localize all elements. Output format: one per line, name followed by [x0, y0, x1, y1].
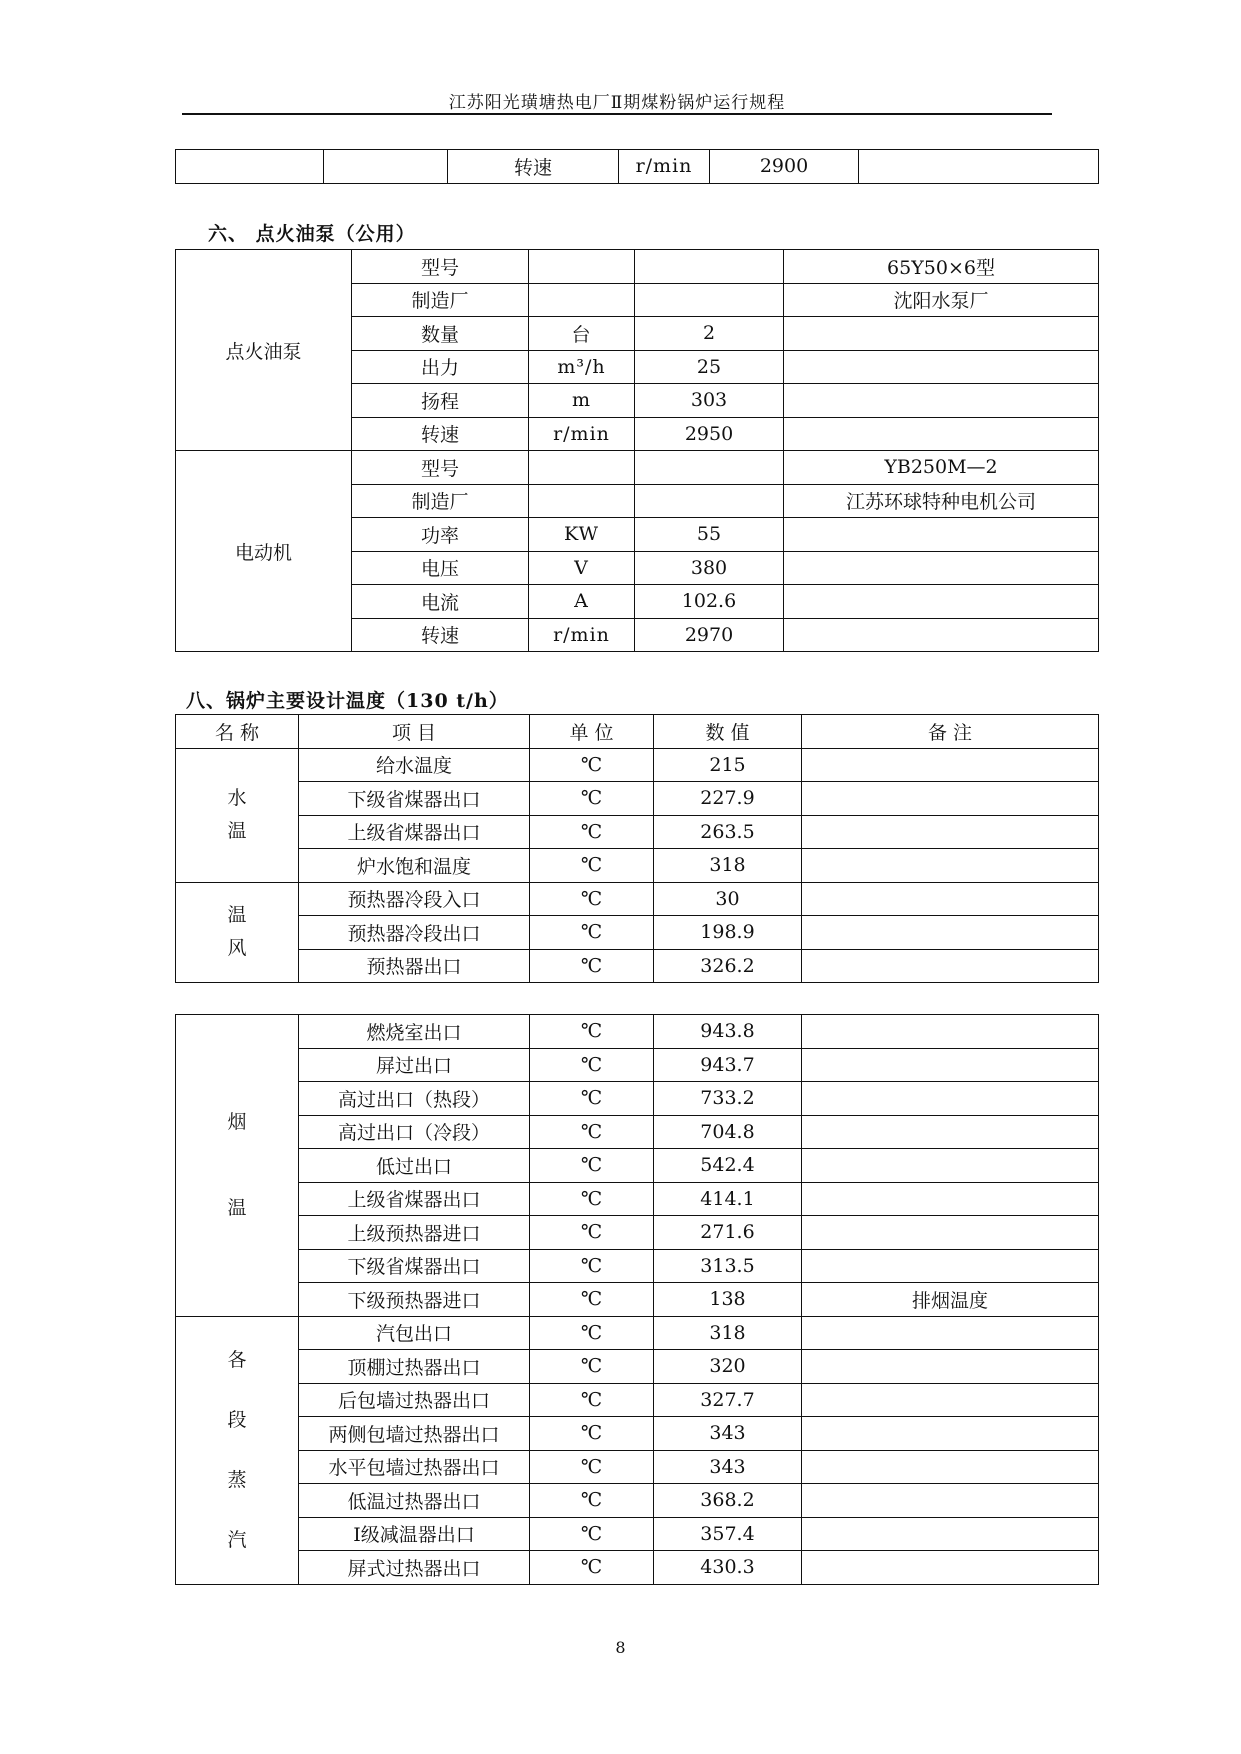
cell: 出力: [352, 350, 529, 384]
cell: ℃: [530, 1450, 654, 1484]
cell: 943.7: [654, 1048, 802, 1082]
cell: 263.5: [654, 815, 802, 849]
cell: [784, 518, 1099, 552]
cell: [802, 882, 1099, 916]
cell: [802, 949, 1099, 983]
cell: [635, 451, 784, 485]
table-header-row: [176, 715, 1099, 749]
cell: ℃: [530, 1383, 654, 1417]
cell: KW: [529, 518, 635, 552]
cell: 下级省煤器出口: [299, 782, 530, 816]
table-row: [176, 1551, 1099, 1585]
group-name-char: 温: [227, 820, 247, 842]
cell: [802, 1417, 1099, 1451]
cell: [784, 384, 1099, 418]
cell: [802, 849, 1099, 883]
cell: 预热器出口: [299, 949, 530, 983]
cell: ℃: [530, 849, 654, 883]
table-row: [176, 1350, 1099, 1384]
cell: [802, 916, 1099, 950]
cell: 上级预热器进口: [299, 1216, 530, 1250]
cell: [635, 283, 784, 317]
cell: [802, 1048, 1099, 1082]
cell: [859, 150, 1099, 184]
cell: ℃: [530, 1082, 654, 1116]
table-row: [176, 782, 1099, 816]
cell: ℃: [530, 1551, 654, 1585]
cell: r/min: [619, 150, 710, 184]
continuation-table: [175, 149, 1099, 184]
table-row: [176, 1115, 1099, 1149]
column-header: 单 位: [530, 715, 654, 749]
table-row: [176, 1082, 1099, 1116]
cell: 汽包出口: [299, 1316, 530, 1350]
cell: 313.5: [654, 1249, 802, 1283]
group-name-char: 温: [227, 904, 247, 927]
section-title-boiler-design-temperature: 八、锅炉主要设计温度（130 t/h）: [186, 690, 509, 712]
cell: [802, 1115, 1099, 1149]
cell: 转速: [448, 150, 619, 184]
group-name-char: 水: [227, 787, 247, 809]
cell: 320: [654, 1350, 802, 1384]
cell: 台: [529, 317, 635, 351]
cell: [635, 250, 784, 284]
cell: 给水温度: [299, 748, 530, 782]
ignition-oil-pump-table: [175, 249, 1099, 652]
group-name-cell: [176, 1015, 299, 1317]
cell: 2: [635, 317, 784, 351]
page-header: 江苏阳光璜塘热电厂Ⅱ期煤粉锅炉运行规程: [448, 93, 786, 113]
cell: 542.4: [654, 1149, 802, 1183]
cell: 下级省煤器出口: [299, 1249, 530, 1283]
cell: 733.2: [654, 1082, 802, 1116]
cell: [529, 283, 635, 317]
cell: 高过出口（热段）: [299, 1082, 530, 1116]
table-row: [176, 849, 1099, 883]
group-name-char: 温: [227, 1197, 247, 1220]
table-row: [176, 1283, 1099, 1317]
cell: m: [529, 384, 635, 418]
cell: 318: [654, 1316, 802, 1350]
cell: ℃: [530, 1149, 654, 1183]
boiler-temperature-table: [175, 714, 1099, 983]
cell: 型号: [352, 451, 529, 485]
column-header: 项 目: [299, 715, 530, 749]
cell: 343: [654, 1450, 802, 1484]
cell: YB250M—2: [784, 451, 1099, 485]
table-row: [176, 1182, 1099, 1216]
cell: [802, 1182, 1099, 1216]
cell: 357.4: [654, 1517, 802, 1551]
cell: ℃: [530, 782, 654, 816]
cell: 转速: [352, 618, 529, 652]
table-row: [176, 451, 1099, 485]
table-row: [176, 150, 1099, 184]
cell: 制造厂: [352, 484, 529, 518]
cell: 后包墙过热器出口: [299, 1383, 530, 1417]
group-name-cell: [176, 882, 299, 983]
cell: ℃: [530, 1182, 654, 1216]
cell: 预热器冷段出口: [299, 916, 530, 950]
cell: [802, 748, 1099, 782]
cell: ℃: [530, 882, 654, 916]
cell: 屏式过热器出口: [299, 1551, 530, 1585]
cell: 430.3: [654, 1551, 802, 1585]
group-name-char: 烟: [227, 1111, 247, 1134]
table-row: [176, 1316, 1099, 1350]
table-row: [176, 250, 1099, 284]
cell: 326.2: [654, 949, 802, 983]
cell: 327.7: [654, 1383, 802, 1417]
cell: m³/h: [529, 350, 635, 384]
group-name-char: 段: [227, 1409, 247, 1431]
group-name-cell: 电动机: [176, 451, 352, 652]
cell: [529, 484, 635, 518]
cell: 380: [635, 551, 784, 585]
cell: [802, 1484, 1099, 1518]
table-row: [176, 916, 1099, 950]
cell: [802, 1082, 1099, 1116]
cell: 25: [635, 350, 784, 384]
table-row: [176, 1048, 1099, 1082]
cell: 低过出口: [299, 1149, 530, 1183]
cell: [802, 1450, 1099, 1484]
cell: 功率: [352, 518, 529, 552]
cell: [802, 782, 1099, 816]
cell: 炉水饱和温度: [299, 849, 530, 883]
table-row: [176, 1484, 1099, 1518]
cell: 电压: [352, 551, 529, 585]
cell: 水平包墙过热器出口: [299, 1450, 530, 1484]
cell: 型号: [352, 250, 529, 284]
cell: 屏过出口: [299, 1048, 530, 1082]
cell: 预热器冷段入口: [299, 882, 530, 916]
table-row: [176, 1417, 1099, 1451]
table-row: [176, 1149, 1099, 1183]
cell: ℃: [530, 949, 654, 983]
cell: [802, 1149, 1099, 1183]
cell: ℃: [530, 1350, 654, 1384]
cell: [784, 585, 1099, 619]
cell: 198.9: [654, 916, 802, 950]
cell: 414.1: [654, 1182, 802, 1216]
cell: 271.6: [654, 1216, 802, 1250]
table-row: [176, 1517, 1099, 1551]
cell: [802, 1350, 1099, 1384]
cell: A: [529, 585, 635, 619]
cell: 电流: [352, 585, 529, 619]
cell: ℃: [530, 916, 654, 950]
cell: 低温过热器出口: [299, 1484, 530, 1518]
column-header: 数 值: [654, 715, 802, 749]
cell: [802, 1383, 1099, 1417]
cell: 燃烧室出口: [299, 1015, 530, 1049]
cell: [802, 1316, 1099, 1350]
cell: 30: [654, 882, 802, 916]
cell: [784, 551, 1099, 585]
cell: 两侧包墙过热器出口: [299, 1417, 530, 1451]
cell: 943.8: [654, 1015, 802, 1049]
group-name-char: 汽: [227, 1529, 247, 1551]
table-row: [176, 882, 1099, 916]
cell: [784, 350, 1099, 384]
section-title-ignition-oil-pump: 六、 点火油泵（公用）: [208, 223, 416, 245]
cell: [802, 815, 1099, 849]
table-row: [176, 1216, 1099, 1250]
cell: ℃: [530, 1517, 654, 1551]
cell: 数量: [352, 317, 529, 351]
cell: 沈阳水泵厂: [784, 283, 1099, 317]
cell: 江苏环球特种电机公司: [784, 484, 1099, 518]
cell: 下级预热器进口: [299, 1283, 530, 1317]
cell: 102.6: [635, 585, 784, 619]
cell: ℃: [530, 1048, 654, 1082]
cell: 2970: [635, 618, 784, 652]
cell: [529, 451, 635, 485]
group-name-char: 蒸: [227, 1469, 247, 1491]
flue-and-steam-temperature-table: [175, 1014, 1099, 1585]
cell: [324, 150, 448, 184]
table-row: [176, 1450, 1099, 1484]
cell: 318: [654, 849, 802, 883]
page-number: 8: [615, 1638, 626, 1657]
cell: [784, 317, 1099, 351]
cell: [635, 484, 784, 518]
cell: ℃: [530, 815, 654, 849]
column-header: 备 注: [802, 715, 1099, 749]
cell: 138: [654, 1283, 802, 1317]
cell: 2950: [635, 417, 784, 451]
table-row: [176, 1015, 1099, 1049]
column-header: 名 称: [176, 715, 299, 749]
cell: [802, 1551, 1099, 1585]
cell: ℃: [530, 1316, 654, 1350]
cell: Ⅰ级减温器出口: [299, 1517, 530, 1551]
cell: 303: [635, 384, 784, 418]
cell: [802, 1216, 1099, 1250]
cell: ℃: [530, 1216, 654, 1250]
table-row: [176, 1249, 1099, 1283]
cell: 扬程: [352, 384, 529, 418]
cell: [802, 1249, 1099, 1283]
cell: 顶棚过热器出口: [299, 1350, 530, 1384]
cell: ℃: [530, 1015, 654, 1049]
cell: ℃: [530, 1484, 654, 1518]
cell: r/min: [529, 618, 635, 652]
cell: 227.9: [654, 782, 802, 816]
group-name-char: 风: [227, 937, 247, 960]
cell: [176, 150, 324, 184]
cell: [802, 1015, 1099, 1049]
cell: 高过出口（冷段）: [299, 1115, 530, 1149]
cell: 65Y50×6型: [784, 250, 1099, 284]
cell: ℃: [530, 1249, 654, 1283]
table-row: [176, 949, 1099, 983]
cell: 55: [635, 518, 784, 552]
cell: [802, 1517, 1099, 1551]
cell: [784, 417, 1099, 451]
cell: 2900: [710, 150, 859, 184]
group-name-cell: [176, 748, 299, 882]
cell: 704.8: [654, 1115, 802, 1149]
group-name-cell: [176, 1316, 299, 1584]
cell: 368.2: [654, 1484, 802, 1518]
cell: ℃: [530, 1115, 654, 1149]
table-row: [176, 1383, 1099, 1417]
cell: 制造厂: [352, 283, 529, 317]
cell: r/min: [529, 417, 635, 451]
cell: ℃: [530, 1417, 654, 1451]
cell: ℃: [530, 1283, 654, 1317]
table-row: [176, 815, 1099, 849]
cell: 215: [654, 748, 802, 782]
cell: [529, 250, 635, 284]
cell: 上级省煤器出口: [299, 815, 530, 849]
cell: V: [529, 551, 635, 585]
cell: 转速: [352, 417, 529, 451]
header-rule: [182, 113, 1052, 115]
group-name-char: 各: [227, 1349, 247, 1371]
cell: ℃: [530, 748, 654, 782]
cell: 上级省煤器出口: [299, 1182, 530, 1216]
cell: [784, 618, 1099, 652]
cell: 343: [654, 1417, 802, 1451]
group-name-cell: 点火油泵: [176, 250, 352, 451]
table-row: [176, 748, 1099, 782]
cell: 排烟温度: [802, 1283, 1099, 1317]
